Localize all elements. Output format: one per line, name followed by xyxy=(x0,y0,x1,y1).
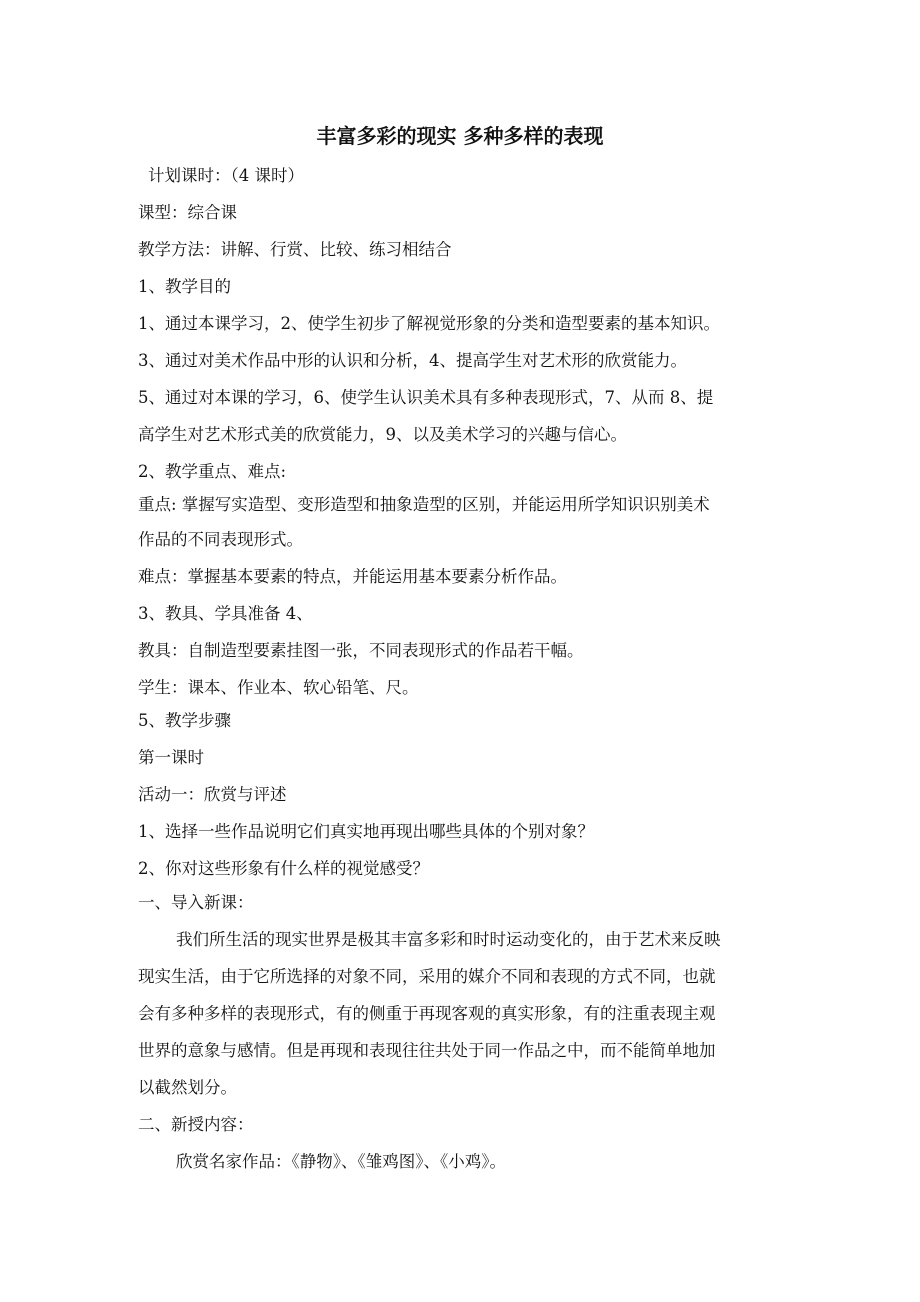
objective-line: 1、通过本课学习，2、使学生初步了解视觉形象的分类和造型要素的基本知识。 xyxy=(138,314,720,333)
key-point-line: 重点: 掌握写实造型、变形造型和抽象造型的区别，并能运用所学知识识别美术 xyxy=(138,495,710,514)
key-point-line: 作品的不同表现形式。 xyxy=(138,530,303,549)
section-heading-materials: 3、教具、学具准备 4、 xyxy=(138,604,313,623)
intro-paragraph-line: 世界的意象与感情。但是再现和表现往往共处于同一作品之中，而不能简单地加 xyxy=(138,1041,716,1060)
first-lesson-heading: 第一课时 xyxy=(138,748,204,767)
plan-hours: 计划课时：（4 课时） xyxy=(148,166,304,185)
teacher-materials: 教具：自制造型要素挂图一张，不同表现形式的作品若干幅。 xyxy=(138,641,584,660)
difficult-point-line: 难点：掌握基本要素的特点，并能运用基本要素分析作品。 xyxy=(138,567,567,586)
activity-question: 2、你对这些形象有什么样的视觉感受？ xyxy=(138,859,429,878)
new-content-heading: 二、新授内容： xyxy=(138,1115,254,1134)
document-title: 丰富多彩的现实 多种多样的表现 xyxy=(316,124,604,148)
section-heading-key-points: 2、教学重点、难点: xyxy=(138,462,287,481)
lesson-type: 课型：综合课 xyxy=(138,203,237,222)
objective-line: 3、通过对美术作品中形的认识和分析，4、提高学生对艺术形的欣赏能力。 xyxy=(138,351,687,370)
intro-paragraph-line: 现实生活，由于它所选择的对象不同，采用的媒介不同和表现的方式不同，也就 xyxy=(138,967,716,986)
objective-line: 高学生对艺术形式美的欣赏能力，9、以及美术学习的兴趣与信心。 xyxy=(138,425,627,444)
appreciation-works-line: 欣赏名家作品：《静物》、《雏鸡图》、《小鸡》。 xyxy=(176,1152,506,1171)
activity-question: 1、选择一些作品说明它们真实地再现出哪些具体的个别对象？ xyxy=(138,822,594,841)
section-heading-objectives: 1、教学目的 xyxy=(138,277,231,296)
objective-line: 5、通过对本课的学习，6、使学生认识美术具有多种表现形式，7、从而 8、提 xyxy=(138,388,714,407)
student-materials: 学生：课本、作业本、软心铅笔、尺。 xyxy=(138,678,419,697)
intro-paragraph-line: 会有多种多样的表现形式，有的侧重于再现客观的真实形象，有的注重表现主观 xyxy=(138,1004,716,1023)
intro-paragraph-line: 我们所生活的现实世界是极其丰富多彩和时时运动变化的，由于艺术来反映 xyxy=(176,930,721,949)
activity-heading: 活动一：欣赏与评述 xyxy=(138,785,287,804)
intro-paragraph-line: 以截然划分。 xyxy=(138,1078,237,1097)
section-heading-steps: 5、教学步骤 xyxy=(138,711,231,730)
teaching-method: 教学方法：讲解、行赏、比较、练习相结合 xyxy=(138,240,452,259)
intro-heading: 一、导入新课： xyxy=(138,893,254,912)
